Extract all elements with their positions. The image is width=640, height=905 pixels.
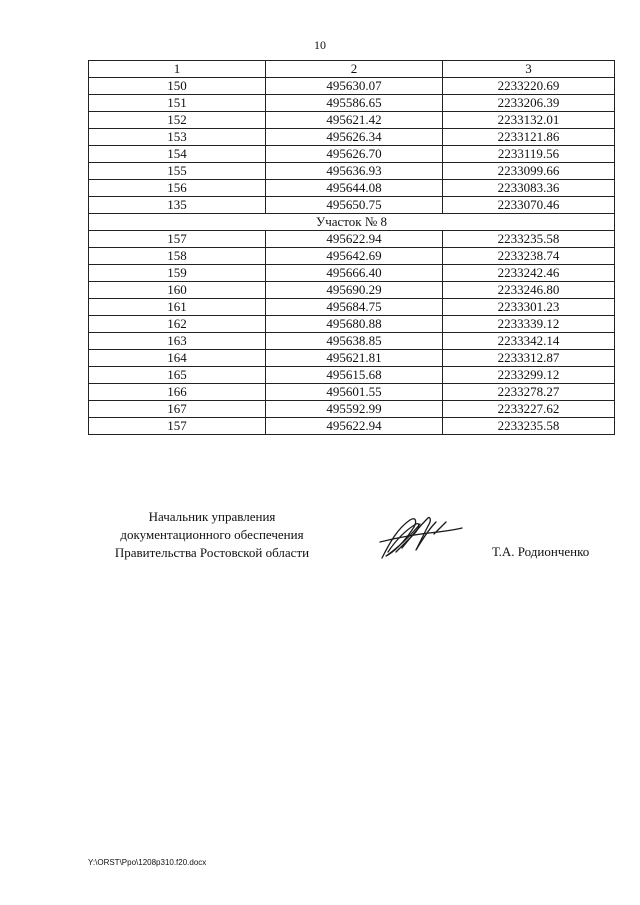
signatory-position-line: Правительства Ростовской области	[114, 545, 310, 560]
x-coordinate-cell: 495630.07	[266, 78, 443, 95]
point-number-cell: 167	[89, 401, 266, 418]
table-row	[89, 282, 615, 299]
file-path-footer: Y:\ORST\Ppo\1208p310.f20.docx	[88, 858, 207, 867]
x-coordinate-cell: 495622.94	[266, 418, 443, 435]
y-coordinate-cell: 2233246.80	[443, 282, 615, 299]
table-row	[89, 384, 615, 401]
table-row	[89, 180, 615, 197]
table-header-row	[89, 61, 615, 78]
x-coordinate-cell: 495644.08	[266, 180, 443, 197]
x-coordinate-cell: 495680.88	[266, 316, 443, 333]
point-number-cell: 155	[89, 163, 266, 180]
point-number-cell: 166	[89, 384, 266, 401]
point-number-cell: 157	[89, 418, 266, 435]
point-number-cell: 156	[89, 180, 266, 197]
table-row	[89, 350, 615, 367]
y-coordinate-cell: 2233206.39	[443, 95, 615, 112]
x-coordinate-cell: 495615.68	[266, 367, 443, 384]
y-coordinate-cell: 2233119.56	[443, 146, 615, 163]
signatory-position-line: документационного обеспечения	[120, 527, 304, 542]
x-coordinate-cell: 495666.40	[266, 265, 443, 282]
x-coordinate-cell: 495642.69	[266, 248, 443, 265]
y-coordinate-cell: 2233301.23	[443, 299, 615, 316]
y-coordinate-cell: 2233342.14	[443, 333, 615, 350]
x-coordinate-cell: 495650.75	[266, 197, 443, 214]
y-coordinate-cell: 2233070.46	[443, 197, 615, 214]
table-body	[89, 78, 615, 435]
x-coordinate-cell: 495622.94	[266, 231, 443, 248]
table-row	[89, 265, 615, 282]
x-coordinate-cell: 495638.85	[266, 333, 443, 350]
y-coordinate-cell: 2233083.36	[443, 180, 615, 197]
y-coordinate-cell: 2233339.12	[443, 316, 615, 333]
point-number-cell: 157	[89, 231, 266, 248]
point-number-cell: 153	[89, 129, 266, 146]
table-row	[89, 248, 615, 265]
x-coordinate-cell: 495592.99	[266, 401, 443, 418]
table-row	[89, 112, 615, 129]
point-number-cell: 154	[89, 146, 266, 163]
x-coordinate-cell: 495621.42	[266, 112, 443, 129]
table-row	[89, 129, 615, 146]
table-row	[89, 197, 615, 214]
coordinates-table	[88, 60, 615, 435]
column-header: 1	[89, 61, 266, 78]
y-coordinate-cell: 2233278.27	[443, 384, 615, 401]
x-coordinate-cell: 495586.65	[266, 95, 443, 112]
section-title-row	[89, 214, 615, 231]
y-coordinate-cell: 2233312.87	[443, 350, 615, 367]
table-row	[89, 316, 615, 333]
x-coordinate-cell: 495621.81	[266, 350, 443, 367]
table-row	[89, 333, 615, 350]
point-number-cell: 135	[89, 197, 266, 214]
table-row	[89, 367, 615, 384]
signatory-position-line: Начальник управления	[148, 509, 276, 524]
handwritten-signature	[376, 512, 466, 564]
point-number-cell: 150	[89, 78, 266, 95]
table-row	[89, 401, 615, 418]
point-number-cell: 162	[89, 316, 266, 333]
y-coordinate-cell: 2233099.66	[443, 163, 615, 180]
point-number-cell: 159	[89, 265, 266, 282]
table-row	[89, 163, 615, 180]
section-title: Участок № 8	[89, 214, 615, 231]
y-coordinate-cell: 2233242.46	[443, 265, 615, 282]
point-number-cell: 158	[89, 248, 266, 265]
table-row	[89, 95, 615, 112]
column-header: 3	[443, 61, 615, 78]
x-coordinate-cell: 495636.93	[266, 163, 443, 180]
point-number-cell: 160	[89, 282, 266, 299]
point-number-cell: 152	[89, 112, 266, 129]
y-coordinate-cell: 2233238.74	[443, 248, 615, 265]
point-number-cell: 165	[89, 367, 266, 384]
signature-title-block	[90, 508, 334, 562]
point-number-cell: 161	[89, 299, 266, 316]
point-number-cell: 164	[89, 350, 266, 367]
table-row	[89, 231, 615, 248]
x-coordinate-cell: 495626.70	[266, 146, 443, 163]
table-row	[89, 299, 615, 316]
table-row	[89, 146, 615, 163]
x-coordinate-cell: 495690.29	[266, 282, 443, 299]
y-coordinate-cell: 2233235.58	[443, 231, 615, 248]
y-coordinate-cell: 2233235.58	[443, 418, 615, 435]
y-coordinate-cell: 2233132.01	[443, 112, 615, 129]
table-row	[89, 418, 615, 435]
y-coordinate-cell: 2233227.62	[443, 401, 615, 418]
y-coordinate-cell: 2233299.12	[443, 367, 615, 384]
column-header: 2	[266, 61, 443, 78]
table-row	[89, 78, 615, 95]
signatory-name: Т.А. Родионченко	[492, 544, 590, 559]
x-coordinate-cell: 495601.55	[266, 384, 443, 401]
x-coordinate-cell: 495684.75	[266, 299, 443, 316]
point-number-cell: 163	[89, 333, 266, 350]
y-coordinate-cell: 2233220.69	[443, 78, 615, 95]
y-coordinate-cell: 2233121.86	[443, 129, 615, 146]
page-number: 10	[314, 38, 326, 52]
x-coordinate-cell: 495626.34	[266, 129, 443, 146]
point-number-cell: 151	[89, 95, 266, 112]
